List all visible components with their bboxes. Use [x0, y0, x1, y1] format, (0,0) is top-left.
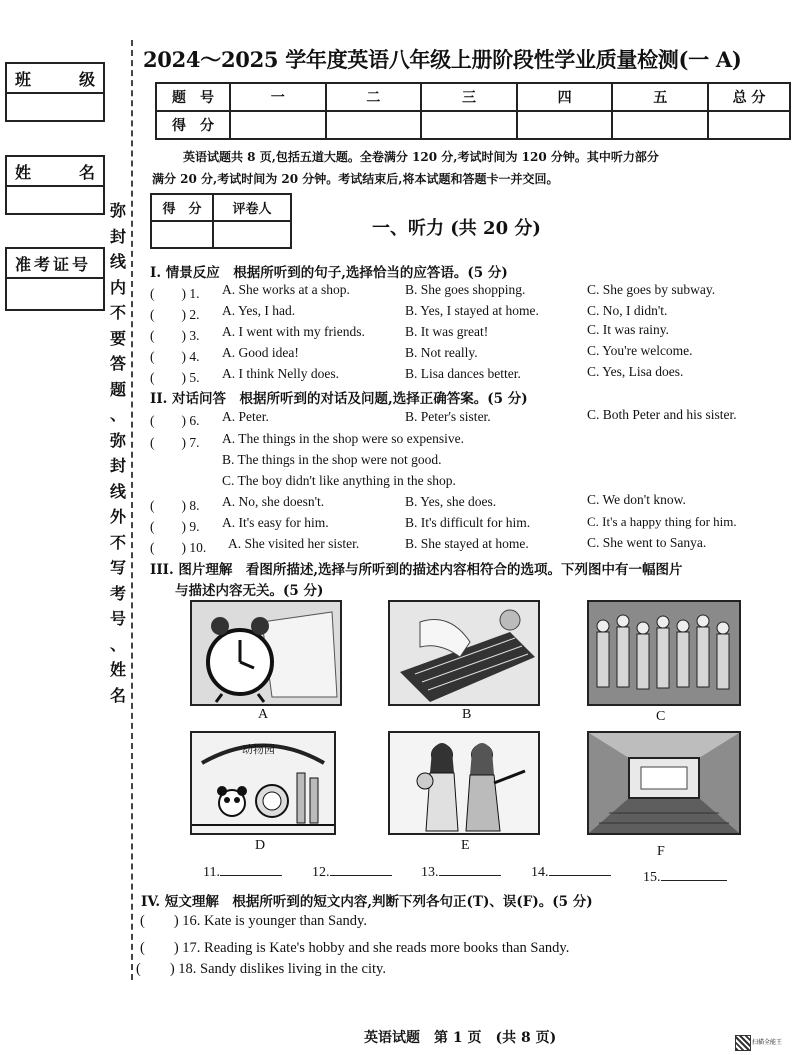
scanner-qr-icon — [735, 1035, 751, 1051]
class-label: 班 级 — [7, 64, 103, 94]
q17: ( ) 17. Reading is Kate's hobby and she reads more books than Sandy. — [140, 940, 570, 956]
q9-option-b: B. It's difficult for him. — [405, 515, 531, 530]
score-cell-2[interactable] — [326, 111, 422, 139]
picture-a-alarm-clock — [190, 600, 342, 706]
picture-b-label: B — [462, 707, 472, 722]
q8-option-c: C. We don't know. — [587, 492, 686, 507]
picture-a-label: A — [258, 707, 269, 722]
q3-option-c: C. It was rainy. — [587, 322, 669, 337]
picture-b-keyboard — [388, 600, 540, 706]
q3-option-a: A. I went with my friends. — [222, 324, 365, 339]
score-cell-4[interactable] — [517, 111, 613, 139]
q6-num: ( ) 6. — [150, 413, 200, 428]
grader-name-cell[interactable] — [213, 221, 291, 248]
blank-14[interactable]: 14. — [531, 863, 611, 881]
name-field[interactable] — [7, 187, 103, 213]
q7-num: ( ) 7. — [150, 435, 200, 450]
q8-option-b: B. Yes, she does. — [405, 494, 497, 509]
seal-line-notice: 弥 封 线 内 不 要 答 题 、 弥 封 线 外 不 写 考 号 、 姓 名 — [109, 201, 126, 705]
part3-heading-2: 与描述内容无关。(5 分) — [175, 583, 324, 599]
q2-option-b: B. Yes, I stayed at home. — [405, 303, 539, 318]
q6-option-a: A. Peter. — [222, 409, 269, 424]
q7-option-b: B. The things in the shop were not good. — [222, 452, 442, 467]
picture-f-label: F — [657, 844, 665, 859]
name-box — [5, 155, 105, 215]
score-table: 题 号 一 二 三 四 五 总 分 得 分 — [155, 82, 791, 140]
q9-option-c: C. It's a happy thing for him. — [587, 514, 737, 529]
class-field[interactable] — [7, 94, 103, 120]
intro-line-2: 满分 20 分,考试时间为 20 分钟。考试结束后,将本试题和答题卡一并交回。 — [152, 172, 559, 186]
picture-e-label: E — [461, 838, 470, 853]
q4-num: ( ) 4. — [150, 349, 200, 364]
grader-table: 得 分 评卷人 — [150, 193, 292, 249]
q4-option-c: C. You're welcome. — [587, 343, 693, 358]
q3-num: ( ) 3. — [150, 328, 200, 343]
exam-id-box — [5, 247, 105, 311]
q1-option-a: A. She works at a shop. — [222, 282, 350, 297]
page-footer: 英语试题 第 1 页 (共 8 页) — [364, 1030, 557, 1046]
q9-option-a: A. It's easy for him. — [222, 515, 329, 530]
q5-num: ( ) 5. — [150, 370, 200, 385]
part1-heading: I. 情景反应 根据所听到的句子,选择恰当的应答语。(5 分) — [150, 265, 508, 281]
q18: ( ) 18. Sandy dislikes living in the city. — [136, 961, 386, 977]
q16: ( ) 16. Kate is younger than Sandy. — [140, 913, 367, 929]
q6-option-b: B. Peter's sister. — [405, 409, 491, 424]
q6-option-c: C. Both Peter and his sister. — [587, 407, 737, 422]
q5-option-a: A. I think Nelly does. — [222, 366, 339, 381]
q1-num: ( ) 1. — [150, 286, 200, 301]
q4-option-a: A. Good idea! — [222, 345, 299, 360]
q10-num: ( ) 10. — [150, 540, 207, 555]
q4-option-b: B. Not really. — [405, 345, 478, 360]
picture-f-cinema — [587, 731, 741, 835]
q7-option-c: C. The boy didn't like anything in the shop. — [222, 473, 456, 488]
blank-11[interactable]: 11. — [203, 863, 282, 881]
blank-15[interactable]: 15. — [643, 868, 727, 886]
picture-d-label: D — [255, 838, 266, 853]
score-cell-total[interactable] — [708, 111, 790, 139]
part3-heading-1: III. 图片理解 看图所描述,选择与所听到的描述内容相符合的选项。下列图中有一幅图片 — [150, 562, 683, 578]
picture-d-zoo — [190, 731, 336, 835]
q9-num: ( ) 9. — [150, 519, 200, 534]
name-label: 姓 名 — [7, 157, 103, 187]
q2-option-c: C. No, I didn't. — [587, 303, 668, 318]
intro-line-1: 英语试题共 8 页,包括五道大题。全卷满分 120 分,考试时间为 120 分钟。其中听力部分 — [183, 150, 659, 164]
q8-option-a: A. No, she doesn't. — [222, 494, 325, 509]
part4-heading: IV. 短文理解 根据所听到的短文内容,判断下列各句正(T)、误(F)。(5 分) — [141, 894, 593, 910]
q2-num: ( ) 2. — [150, 307, 200, 322]
q7-option-a: A. The things in the shop were so expensive. — [222, 431, 464, 446]
q5-option-b: B. Lisa dances better. — [405, 366, 521, 381]
grader-score-cell[interactable] — [151, 221, 213, 248]
exam-id-field[interactable] — [7, 279, 103, 309]
picture-e-two-girls — [388, 731, 540, 835]
q3-option-b: B. It was great! — [405, 324, 489, 339]
section-title: 一、听力 (共 20 分) — [372, 218, 541, 239]
scanner-mark: 扫描全能王 — [752, 1039, 783, 1046]
q1-option-b: B. She goes shopping. — [405, 282, 526, 297]
part2-heading: II. 对话问答 根据所听到的对话及问题,选择正确答案。(5 分) — [150, 391, 528, 407]
blank-13[interactable]: 13. — [421, 863, 501, 881]
page-title: 2024～2025 学年度英语八年级上册阶段性学业质量检测(一 A) — [143, 47, 742, 72]
score-cell-3[interactable] — [421, 111, 517, 139]
q8-num: ( ) 8. — [150, 498, 200, 513]
score-cell-1[interactable] — [230, 111, 326, 139]
q5-option-c: C. Yes, Lisa does. — [587, 364, 684, 379]
zoo-sign: 动物园 — [242, 743, 275, 756]
class-box — [5, 62, 105, 122]
q10-option-c: C. She went to Sanya. — [587, 535, 707, 550]
exam-id-label: 准考证号 — [7, 249, 103, 279]
seal-dashed-line — [131, 40, 133, 980]
picture-c-label: C — [656, 709, 666, 724]
q2-option-a: A. Yes, I had. — [222, 303, 296, 318]
q10-option-b: B. She stayed at home. — [405, 536, 529, 551]
q1-option-c: C. She goes by subway. — [587, 282, 716, 297]
blank-12[interactable]: 12. — [312, 863, 392, 881]
picture-c-terracotta-warriors — [587, 600, 741, 706]
q10-option-a: A. She visited her sister. — [228, 536, 360, 551]
score-cell-5[interactable] — [612, 111, 708, 139]
